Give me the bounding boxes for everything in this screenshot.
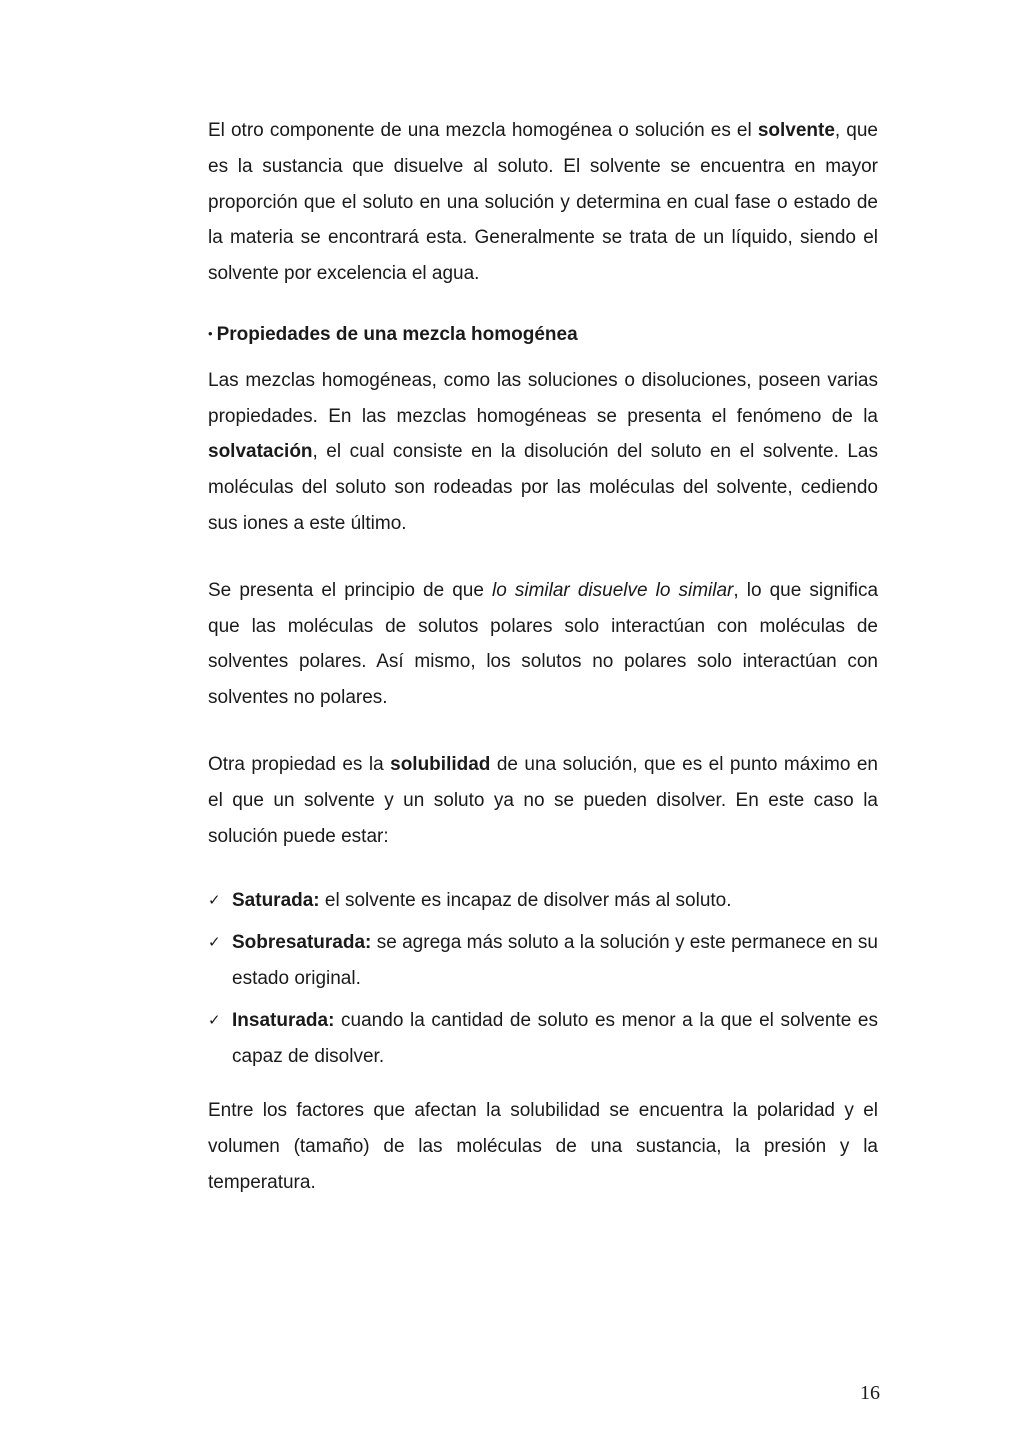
bold-term-solvatacion: solvatación <box>208 441 313 463</box>
list-item-saturada <box>208 883 878 919</box>
text-run: de una solución, que es el punto máximo en el que un solvente y un soluto ya no se pueden disolver. En este caso la solución puede estar: <box>208 753 878 847</box>
paragraph-solvente <box>208 113 878 292</box>
text-run: , lo que significa que las moléculas de solutos polares solo interactúan con moléculas de solventes polares. Así mismo, los solutos no polares solo interactúan con solventes no polares. <box>208 579 879 709</box>
list-item-text: se agrega más soluto a la solución y este permanece en su estado original. <box>232 932 878 989</box>
solution-types-list <box>208 883 878 1074</box>
text-run: , que es la sustancia que disuelve al soluto. El solvente se encuentra en mayor proporción que el soluto en una solución y determina en cual fase o estado de la materia se encontrará esta. Generalmente se trata de un líquido, siendo el solvente por excelencia el agua. <box>208 120 878 285</box>
text-run: El otro componente de una mezcla homogénea o solución es el <box>208 120 758 141</box>
paragraph-factores: Entre los factores que afectan la solubilidad se encuentra la polaridad y el volumen (tamaño) de las moléculas de una sustancia, la presión y la temperatura. <box>208 1100 878 1193</box>
text-run: Se presenta el principio de que <box>208 579 493 601</box>
bullet-icon: • <box>208 325 213 341</box>
checkmark-icon: ✓ <box>208 891 221 910</box>
heading-text: Propiedades de una mezcla homogénea <box>216 323 578 345</box>
list-item-term: Sobresaturada: <box>232 932 372 954</box>
list-item-insaturada <box>208 1003 878 1075</box>
paragraph-solubilidad <box>208 747 878 854</box>
italic-phrase: lo similar disuelve lo similar <box>492 579 734 601</box>
bold-term-solvente: solvente <box>757 120 835 141</box>
checkmark-icon: ✓ <box>208 933 221 952</box>
text-run: , el cual consiste en la disolución del soluto en el solvente. Las moléculas del soluto son rodeadas por las moléculas del solvente, cediendo sus iones a este último. <box>208 441 878 534</box>
list-item-sobresaturada <box>208 925 878 997</box>
paragraph-principio <box>208 573 878 716</box>
paragraph-solvatacion <box>208 363 878 542</box>
list-item-term: Saturada: <box>232 890 320 912</box>
list-item-text: cuando la cantidad de soluto es menor a la que el solvente es capaz de disolver. <box>232 1009 878 1067</box>
list-item-text: el solvente es incapaz de disolver más al soluto. <box>319 890 732 912</box>
bold-term-solubilidad: solubilidad <box>390 753 491 775</box>
page-number: 16 <box>860 1382 880 1404</box>
page-content <box>208 113 878 1201</box>
text-run: Otra propiedad es la <box>208 753 391 775</box>
section-heading <box>208 316 878 353</box>
checkmark-icon: ✓ <box>208 1010 221 1029</box>
list-item-term: Insaturada: <box>232 1009 335 1031</box>
text-run: Las mezclas homogéneas, como las soluciones o disoluciones, poseen varias propiedades. En las mezclas homogéneas se presenta el fenómeno de la <box>208 369 878 427</box>
